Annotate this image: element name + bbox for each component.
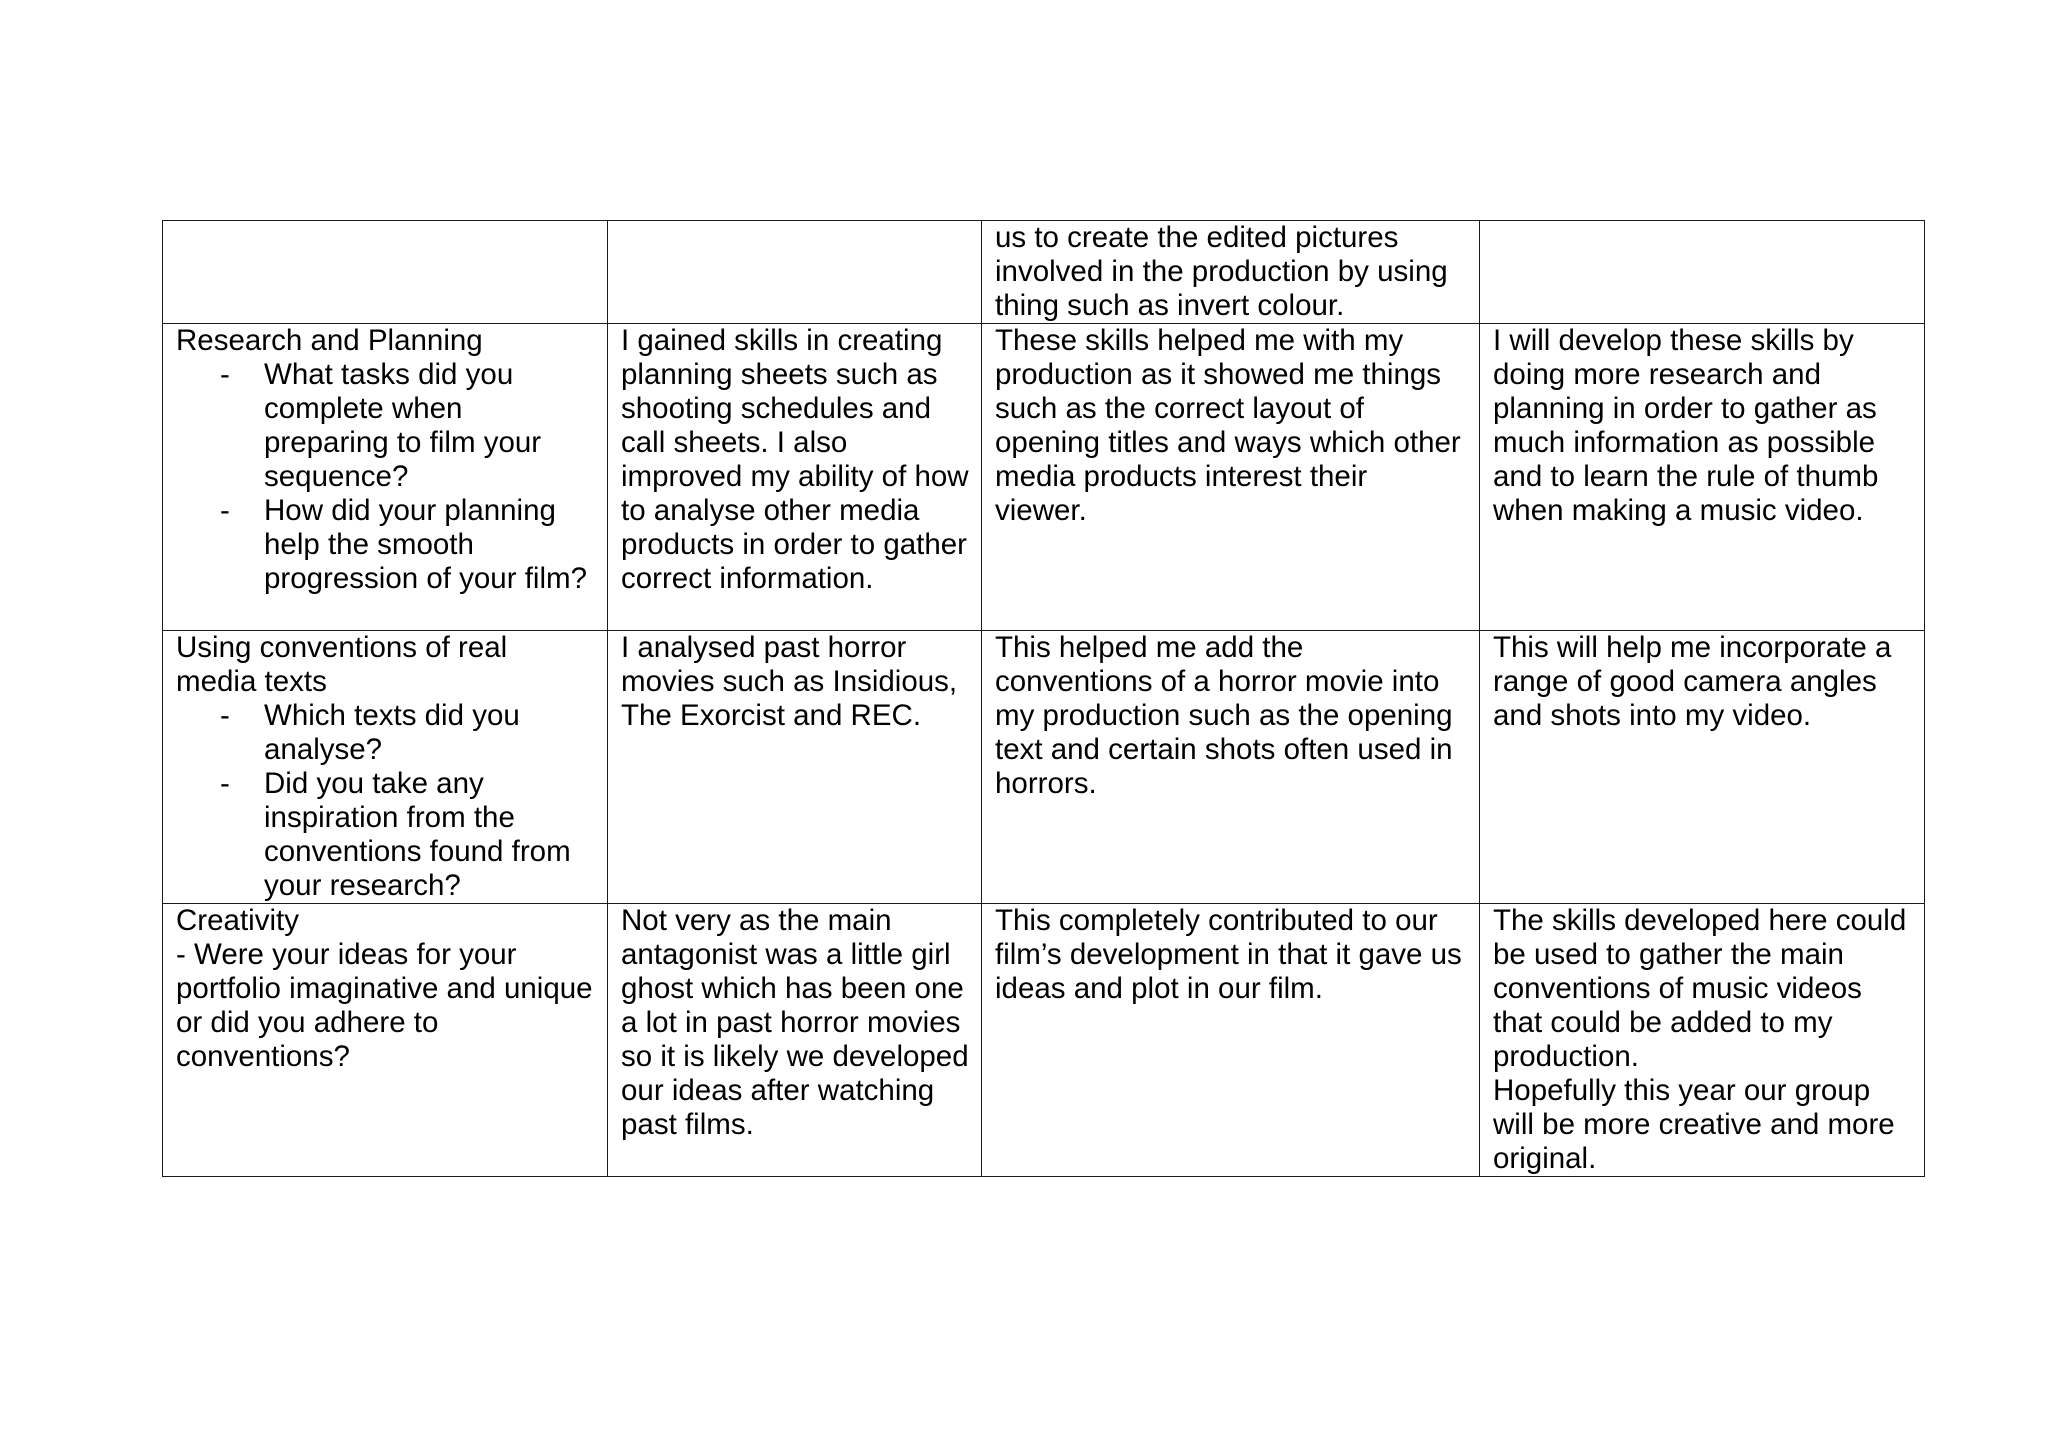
topic-title: Research and Planning (176, 324, 483, 357)
table-cell-how-helped (982, 221, 1480, 324)
table-cell-how-helped (982, 324, 1480, 631)
table-cell-skills-gained (608, 904, 982, 1177)
cell-text: These skills helped me with my production as it showed me things such as the correct layout of opening titles and ways which other media products interest their viewer. (995, 324, 1461, 527)
topic-title: Creativity - Were your ideas for your portfolio imaginative and unique or did you adhere to conventions? (176, 904, 593, 1073)
cell-text: The skills developed here could be used to gather the main conventions of music videos that could be added to my production. Hopefully this year our group will be more creative and more original. (1493, 904, 1907, 1175)
table-cell-future-development (1480, 904, 1925, 1177)
table-cell-how-helped (982, 631, 1480, 904)
table-cell-future-development (1480, 631, 1925, 904)
table-cell-topic (163, 221, 608, 324)
question-item: - How did your planning help the smooth progression of your film? (264, 494, 595, 596)
question-item: - Did you take any inspiration from the conventions found from your research? (264, 767, 595, 903)
cell-text: This helped me add the conventions of a horror movie into my production such as the opening text and certain shots often used in horrors. (995, 631, 1453, 800)
evaluation-table (162, 220, 1925, 1177)
question-list (176, 699, 595, 903)
table-row (163, 904, 1925, 1177)
topic-title: Using conventions of real media texts (176, 631, 508, 698)
table-cell-topic (163, 631, 608, 904)
table-cell-skills-gained (608, 324, 982, 631)
question-item: - Which texts did you analyse? (264, 699, 595, 767)
question-list (176, 358, 595, 596)
table-cell-topic (163, 324, 608, 631)
table-cell-topic (163, 904, 608, 1177)
table-cell-skills-gained (608, 631, 982, 904)
cell-text: This completely contributed to our film’s development in that it gave us ideas and plot in our film. (995, 904, 1462, 1005)
cell-text: I analysed past horror movies such as Insidious, The Exorcist and REC. (621, 631, 958, 732)
cell-text: us to create the edited pictures involved in the production by using thing such as invert colour. (995, 221, 1448, 322)
table-cell-future-development (1480, 324, 1925, 631)
table-cell-how-helped (982, 904, 1480, 1177)
cell-text: I gained skills in creating planning sheets such as shooting schedules and call sheets. I also improved my ability of how to analyse other media products in order to gather correct information. (621, 324, 969, 595)
cell-text: I will develop these skills by doing more research and planning in order to gather as much information as possible and to learn the rule of thumb when making a music video. (1493, 324, 1879, 527)
cell-text: This will help me incorporate a range of good camera angles and shots into my video. (1493, 631, 1892, 732)
table-cell-skills-gained (608, 221, 982, 324)
table-cell-future-development (1480, 221, 1925, 324)
table-row (163, 324, 1925, 631)
question-item: - What tasks did you complete when preparing to film your sequence? (264, 358, 595, 494)
table-row (163, 221, 1925, 324)
table-row (163, 631, 1925, 904)
cell-text: Not very as the main antagonist was a little girl ghost which has been one a lot in past horror movies so it is likely we developed our ideas after watching past films. (621, 904, 969, 1141)
